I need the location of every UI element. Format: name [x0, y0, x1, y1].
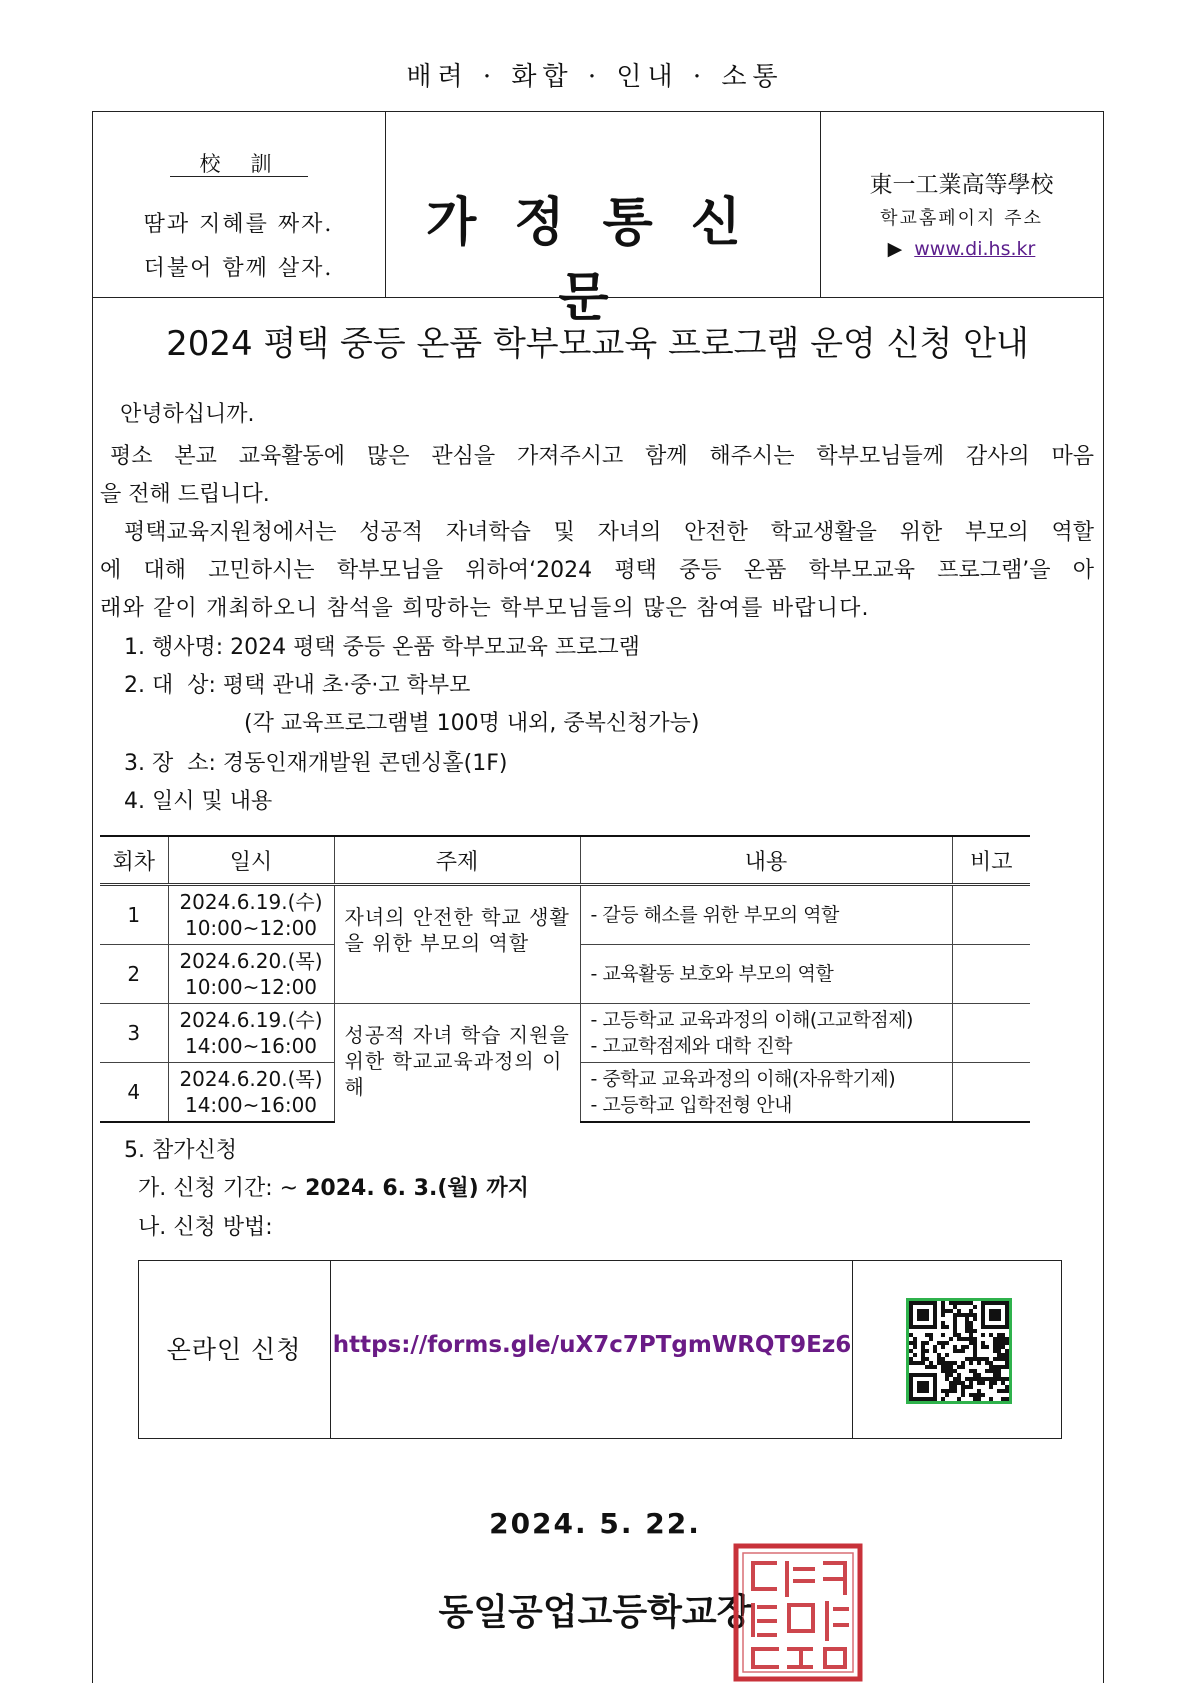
session-number: 2: [100, 945, 168, 1004]
column-header: 회차: [100, 836, 168, 885]
issue-date: 2024. 5. 22.: [489, 1507, 701, 1540]
para2-line1: 평택교육지원청에서는 성공적 자녀학습 및 자녀의 안전한 학교생활을 위한 부모의 역할: [124, 520, 1094, 545]
qr-code-icon[interactable]: [906, 1298, 1012, 1404]
arrow-right-icon: ▶: [887, 238, 903, 260]
table-row: [100, 1004, 1030, 1063]
application-deadline: 2024. 6. 3.(월) 까지: [305, 1176, 529, 1201]
para1-line2: 을 전해 드립니다.: [100, 482, 270, 507]
masthead-title: 가정통신문: [426, 192, 779, 328]
official-seal-icon: [733, 1543, 863, 1682]
session-number: 1: [100, 885, 168, 945]
homepage-row: [820, 238, 1103, 260]
session-remarks: [952, 885, 1030, 945]
motto-bar: 배려 · 화합 · 인내 · 소통: [406, 62, 784, 92]
para1-line1: 평소 본교 교육활동에 많은 관심을 가져주시고 함께 해주시는 학부모님들께 감사의 마음: [110, 444, 1094, 469]
session-datetime: 2024.6.20.(목) 10:00~12:00: [168, 945, 334, 1004]
schedule-table: [100, 835, 1030, 1123]
school-name: 東一工業高等學校: [869, 172, 1054, 198]
application-form-link[interactable]: https://forms.gle/uX7c7PTgmWRQT9Ez6: [332, 1332, 852, 1358]
greeting: 안녕하십니까.: [120, 402, 255, 427]
school-motto-line-2: 더불어 함께 살자.: [143, 256, 334, 281]
homepage-label: 학교홈페이지 주소: [880, 208, 1043, 229]
session-datetime: 2024.6.19.(수) 10:00~12:00: [168, 885, 334, 945]
column-header: 내용: [580, 836, 952, 885]
item-target-note: (각 교육프로그램별 100명 내외, 중복신청가능): [244, 711, 700, 736]
online-apply-label: 온라인 신청: [166, 1335, 302, 1364]
table-header-row: [100, 836, 1030, 885]
session-datetime: 2024.6.20.(목) 14:00~16:00: [168, 1063, 334, 1123]
item-place: 3. 장 소: 경동인재개발원 콘덴싱홀(1F): [124, 751, 508, 776]
column-header: 주제: [334, 836, 580, 885]
session-remarks: [952, 1004, 1030, 1063]
application-period: 가. 신청 기간: ~ 2024. 6. 3.(월) 까지: [138, 1176, 529, 1201]
homepage-link[interactable]: www.di.hs.kr: [914, 238, 1036, 260]
principal-name: 동일공업고등학교장: [438, 1592, 752, 1633]
school-motto-line-1: 땀과 지혜를 짜자.: [143, 212, 334, 237]
session-content: - 교육활동 보호와 부모의 역할: [580, 945, 952, 1004]
session-content: - 고등학교 교육과정의 이해(고교학점제) - 고교학점제와 대학 진학: [580, 1004, 952, 1063]
session-topic: 자녀의 안전한 학교 생활을 위한 부모의 역할: [334, 885, 580, 1004]
session-content: - 갈등 해소를 위한 부모의 역할: [580, 885, 952, 945]
document-title: 2024 평택 중등 온품 학부모교육 프로그램 운영 신청 안내: [166, 324, 1029, 364]
application-method-label: 나. 신청 방법:: [138, 1215, 273, 1240]
table-row: [100, 885, 1030, 945]
para2-line3: 래와 같이 개최하오니 참석을 희망하는 학부모님들의 많은 참여를 바랍니다.: [100, 596, 870, 621]
session-remarks: [952, 945, 1030, 1004]
session-content: - 중학교 교육과정의 이해(자유학기제) - 고등학교 입학전형 안내: [580, 1063, 952, 1123]
column-header: 일시: [168, 836, 334, 885]
para2-line2: 에 대해 고민하시는 학부모님을 위하여‘2024 평택 중등 온품 학부모교육 프로그램’을 아: [100, 558, 1094, 583]
application-heading: 5. 참가신청: [124, 1138, 237, 1163]
session-topic: 성공적 자녀 학습 지원을 위한 학교교육과정의 이해: [334, 1004, 580, 1123]
session-remarks: [952, 1063, 1030, 1123]
item-schedule-heading: 4. 일시 및 내용: [124, 789, 273, 814]
item-event-name: 1. 행사명: 2024 평택 중등 온품 학부모교육 프로그램: [124, 635, 640, 660]
session-datetime: 2024.6.19.(수) 14:00~16:00: [168, 1004, 334, 1063]
column-header: 비고: [952, 836, 1030, 885]
item-target: 2. 대 상: 평택 관내 초·중·고 학부모: [124, 673, 471, 698]
school-motto-title: 校訓: [92, 148, 385, 178]
session-number: 4: [100, 1063, 168, 1123]
session-number: 3: [100, 1004, 168, 1063]
